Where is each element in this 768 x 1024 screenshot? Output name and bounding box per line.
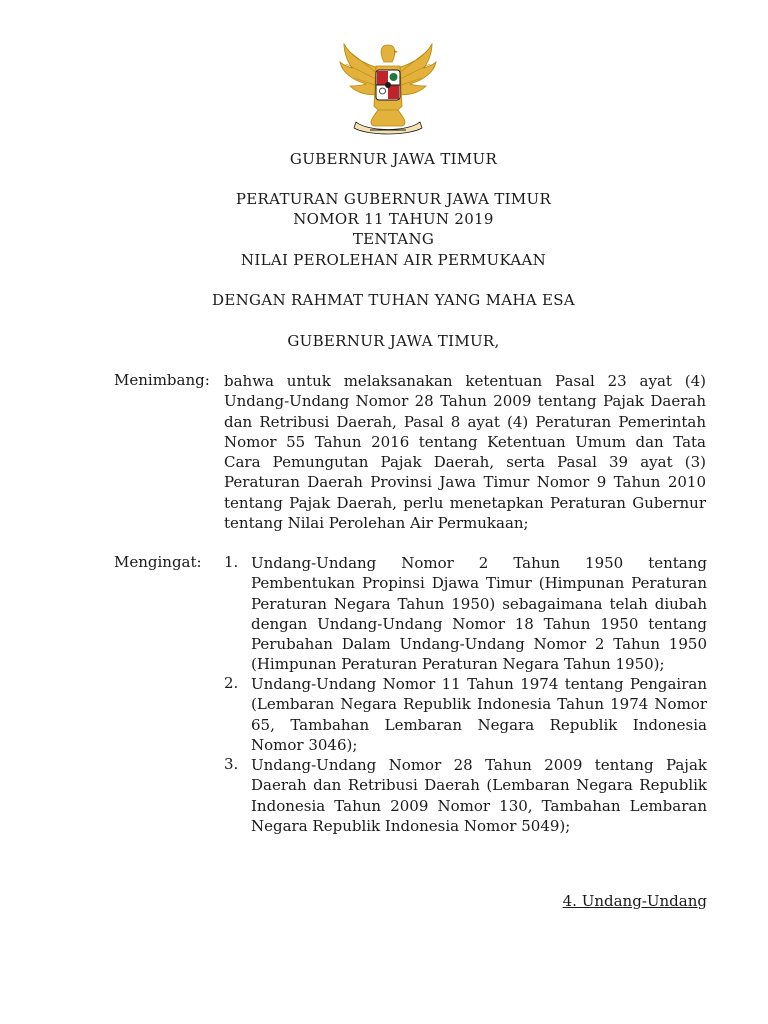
regulation-about: TENTANG — [352, 230, 435, 248]
list-item-text: Undang-Undang Nomor 11 Tahun 1974 tentang Pengairan (Lembaran Negara Republik Indonesia Tahun 1974 Nomor 65, Tambahan Lembaran Negara Republik Indonesia Nomor 3046); — [251, 675, 707, 754]
regulation-number: NOMOR 11 TAHUN 2019 — [293, 210, 494, 228]
page-continuation-marker: 4. Undang-Undang — [562, 892, 707, 910]
list-item-text: Undang-Undang Nomor 2 Tahun 1950 tentang Pembentukan Propinsi Djawa Timur (Himpunan Peraturan Peraturan Negara Tahun 1950) sebagaimana telah diubah dengan Undang-Undang Nomor 18 Tahun 1950 tentang Perubahan Dalam Undang-Undang Nomor 2 Tahun 1950 (Himpunan Peraturan Peraturan Negara Tahun 1950); — [251, 554, 707, 674]
governor-signature-title: GUBERNUR JAWA TIMUR, — [287, 332, 500, 350]
governor-title: GUBERNUR JAWA TIMUR — [289, 150, 498, 168]
menimbang-label: Menimbang: — [114, 371, 210, 389]
list-item-text: Undang-Undang Nomor 28 Tahun 2009 tentang Pajak Daerah dan Retribusi Daerah (Lembaran Negara Republik Indonesia Tahun 2009 Nomor 130, Tambahan Lembaran Negara Republik Indonesia Nomor 5049); — [251, 756, 707, 835]
list-item-number: 2. — [224, 674, 239, 692]
regulation-title: PERATURAN GUBERNUR JAWA TIMUR — [235, 190, 552, 208]
regulation-subject: NILAI PEROLEHAN AIR PERMUKAAN — [240, 251, 547, 269]
garuda-emblem-icon — [338, 40, 438, 136]
list-item-number: 3. — [224, 755, 239, 773]
preamble: DENGAN RAHMAT TUHAN YANG MAHA ESA — [212, 291, 575, 309]
menimbang-text: bahwa untuk melaksanakan ketentuan Pasal 23 ayat (4) Undang-Undang Nomor 28 Tahun 2009 tentang Pajak Daerah dan Retribusi Daerah, Pasal 8 ayat (4) Peraturan Pemerintah Nomor 55 Tahun 2016 tentang Ketentuan Umum dan Tata Cara Pemungutan Pajak Daerah, serta Pasal 39 ayat (3) Peraturan Daerah Provinsi Jawa Timur Nomor 9 Tahun 2010 tentang Pajak Daerah, perlu menetapkan Peraturan Gubernur tentang Nilai Perolehan Air Permukaan; — [224, 372, 706, 533]
list-item-number: 1. — [224, 553, 239, 571]
mengingat-label: Mengingat: — [114, 553, 202, 571]
